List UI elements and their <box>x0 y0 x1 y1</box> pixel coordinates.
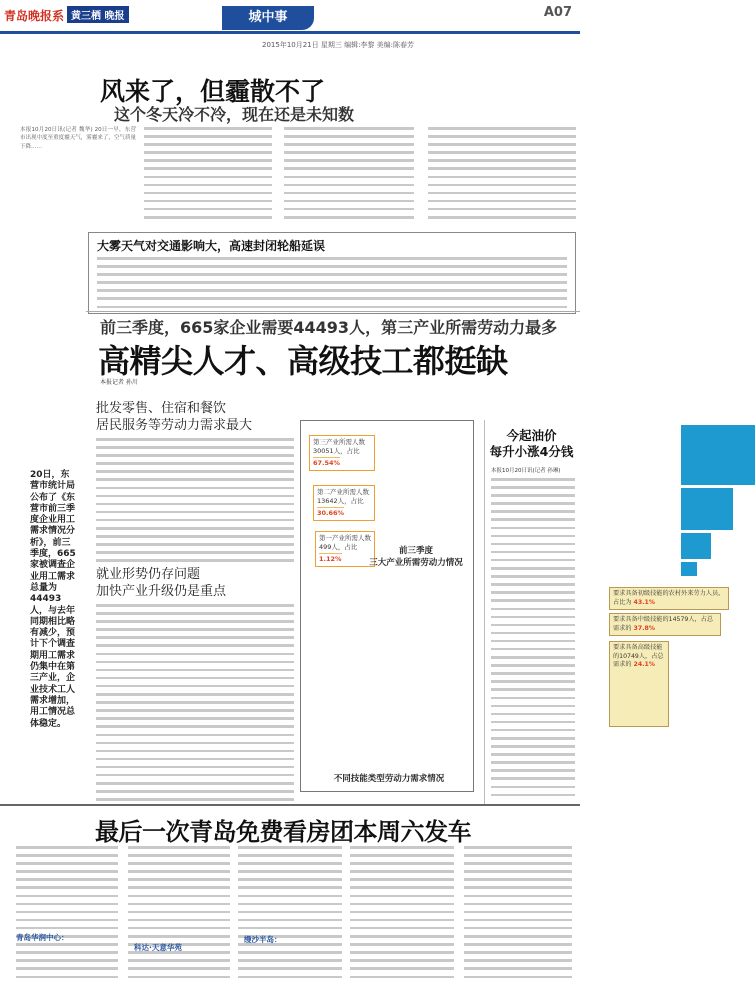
traffic-sidebar-text <box>97 257 567 311</box>
article3-col1 <box>16 846 118 982</box>
article1-subtitle: 这个冬天冷不冷，现在还是未知数 <box>114 105 355 124</box>
industry-bars <box>681 425 755 579</box>
traffic-sidebar-title: 大雾天气对交通影响大，高速封闭轮船延误 <box>97 239 326 253</box>
oil-price-byline: 本报10月20日讯(记者 孙琳) <box>491 468 561 474</box>
page-number: A07 <box>543 5 572 20</box>
article2-title: 高精尖人才、高级技工都挺缺 <box>98 342 508 380</box>
industry-chart-title: 前三季度 三大产业所需劳动力情况 <box>369 546 463 568</box>
article2-byline: 本报记者 孙川 <box>100 379 138 386</box>
secondary-industry-label: 第二产业所需人数13642人，占比 30.66% <box>313 485 375 521</box>
oil-price-title: 今起油价 每升小涨4分钱 <box>489 428 574 459</box>
article3-heading-huarun: 青岛华润中心： <box>16 933 69 942</box>
article1-title: 风来了，但霾散不了 <box>100 77 326 106</box>
article1-col3 <box>284 127 414 227</box>
article3-col5 <box>464 846 572 982</box>
article3-heading-keda: 科达·天意华苑 <box>134 943 182 952</box>
article2-text1 <box>96 438 294 560</box>
article3-col3 <box>238 846 342 982</box>
article1-col4 <box>428 127 576 227</box>
date-editor-line: 2015年10月21日 星期三 编辑:李黎 美编:陈春芳 <box>262 41 415 49</box>
traffic-sidebar-box <box>88 232 576 314</box>
skill-chart-title: 不同技能类型劳动力需求情况 <box>333 774 445 784</box>
primary-industry-label: 第一产业所需人数499人，占比 1.12% <box>315 531 375 567</box>
article2-heading1: 批发零售、住宿和餐饮 居民服务等劳动力需求最大 <box>96 401 253 433</box>
skill-intermediate-box: 要求具备中级技能的14579人，占总需求的 37.8% <box>609 613 721 636</box>
article2-heading2: 就业形势仍存问题 加快产业升级仍是重点 <box>96 567 227 599</box>
newspaper-logo: 青岛晚报系 黄三栖 晚报 <box>4 6 129 24</box>
article1-col2 <box>144 127 272 227</box>
skill-primary-box: 要求具备初级技能的农村外来劳力人员，占比为 43.1% <box>609 587 729 610</box>
article3-col2 <box>128 846 230 982</box>
skill-advanced-box: 要求具备高级技能的10749人，占总需求的 24.1% <box>609 641 669 727</box>
article3-heading-manshabandao: 缦沙半岛： <box>244 935 282 944</box>
article3-col4 <box>350 846 454 982</box>
header-rule <box>0 31 580 34</box>
oil-price-column <box>484 420 578 806</box>
article2-subtitle: 前三季度，665家企业需要44493人，第三产业所需劳动力最多 <box>100 318 558 337</box>
article2-text2 <box>96 604 294 794</box>
oil-price-text <box>491 478 575 800</box>
article3-title: 最后一次青岛免费看房团本周六发车 <box>95 818 471 846</box>
section-title: 城中事 <box>222 6 314 30</box>
tertiary-industry-label: 第三产业所需人数30051人，占比 67.54% <box>309 435 375 471</box>
article1-byline: 本报10月20日讯(记者 魏华) 20日一早，东营市出现中度至重度霾天气，雾霾来了，空气质量下降…… <box>20 127 136 150</box>
article2-lead: 20日，东营市统计局公布了《东营市前三季度企业用工需求情况分析》，前三季度，665家被调查企业用工需求总量为44493人，与去年同期相比略有减少，预计下个调查期用工需求仍集中在第三产业，企业技术工人需求增加，用工情况总体稳定。 <box>30 470 76 729</box>
